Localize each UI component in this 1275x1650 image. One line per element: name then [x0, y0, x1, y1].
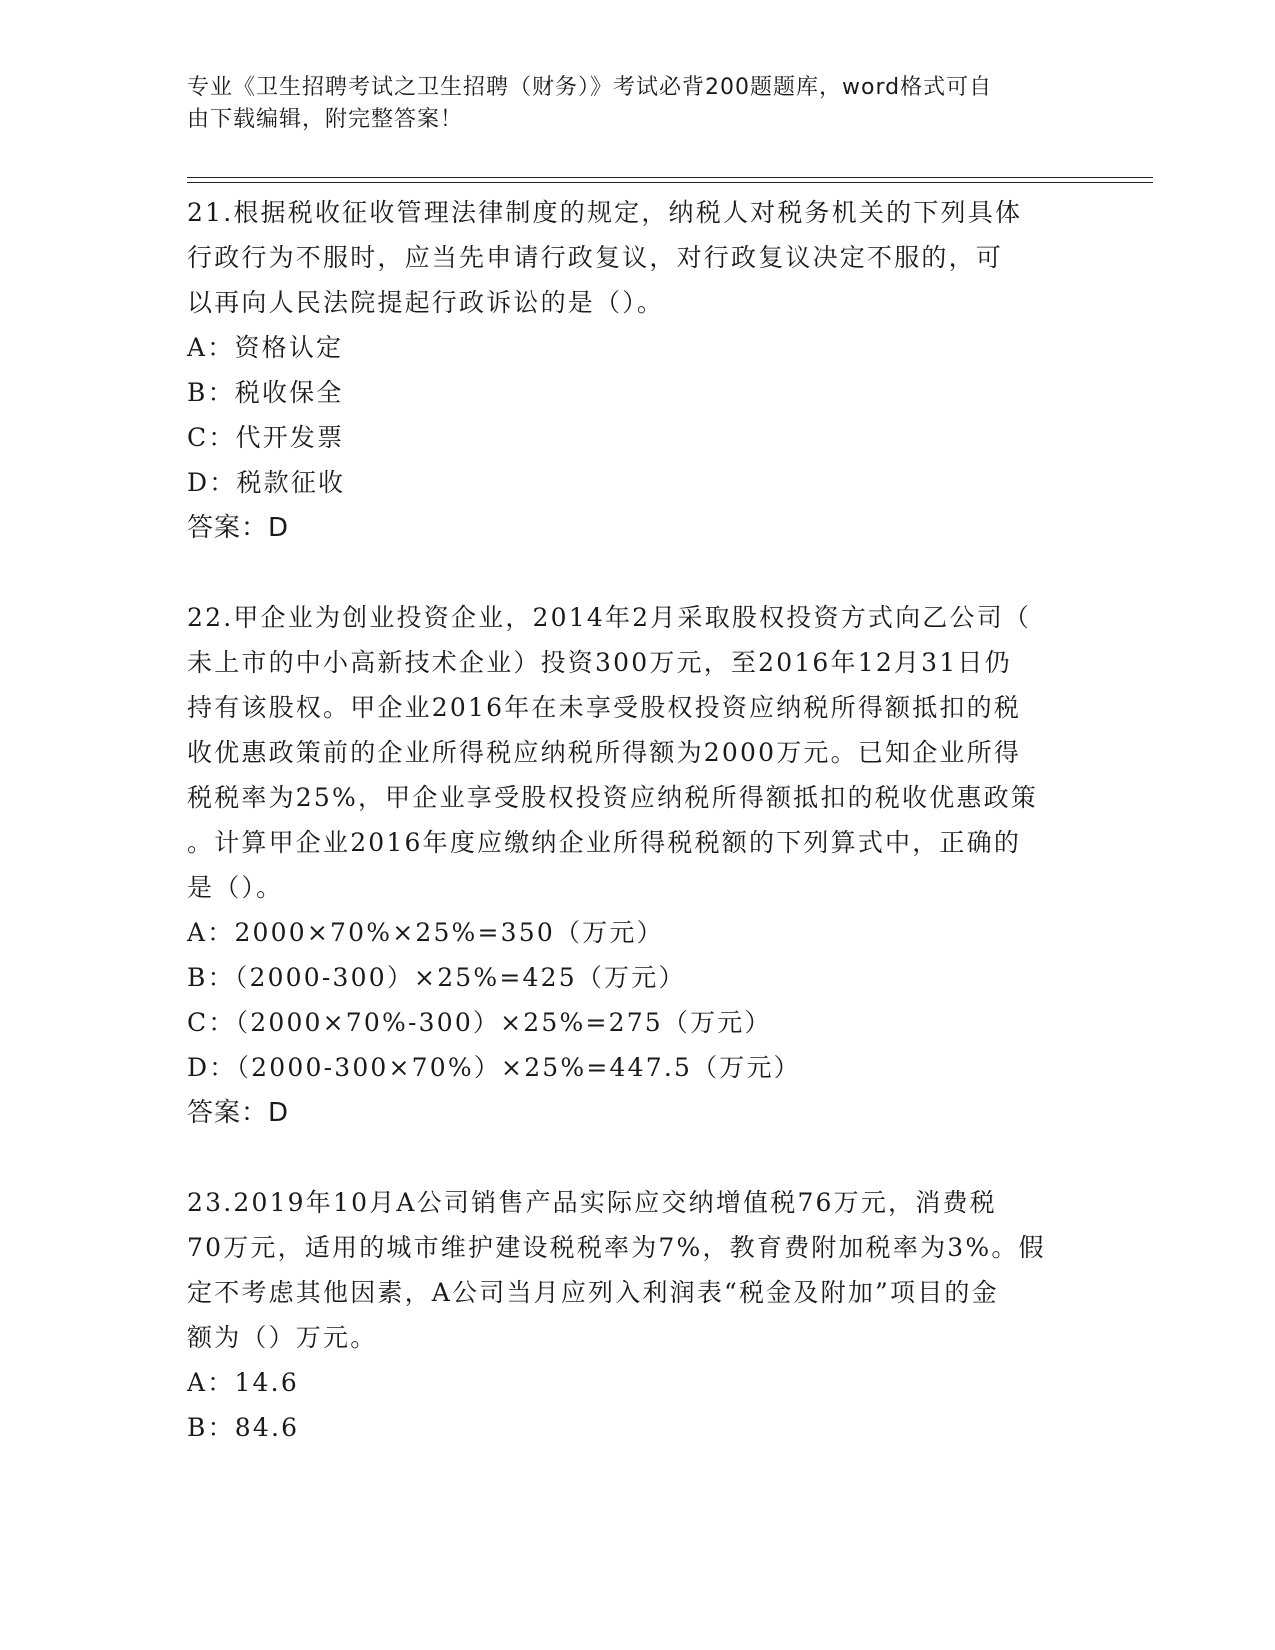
- question-spacer: [187, 551, 1077, 595]
- option-b: B：税收保全: [187, 378, 344, 407]
- header-divider-bottom: [187, 182, 1153, 183]
- option-a: A：资格认定: [187, 333, 344, 362]
- question-spacer: [187, 1136, 1077, 1180]
- answer-line: 答案：D: [187, 513, 290, 543]
- question-stem-line: 未上市的中小高新技术企业）投资300万元，至2016年12月31日仍: [187, 648, 1012, 677]
- question-stem-line: 收优惠政策前的企业所得税应纳税所得额为2000万元。已知企业所得: [187, 738, 1022, 767]
- question-stem-line: 是（）。: [187, 873, 284, 902]
- question-21: [187, 190, 1077, 551]
- option-d: D：（2000-300×70%）×25%=447.5（万元）: [187, 1053, 801, 1082]
- question-stem-line: 。计算甲企业2016年度应缴纳企业所得税税额的下列算式中，正确的: [187, 828, 1022, 857]
- question-stem-line: 21.根据税收征收管理法律制度的规定，纳税人对税务机关的下列具体: [187, 198, 1023, 227]
- question-stem-line: 定不考虑其他因素，A公司当月应列入利润表“税金及附加”项目的金: [187, 1278, 999, 1307]
- document-header: [187, 72, 1067, 136]
- option-c: C：代开发票: [187, 423, 345, 452]
- question-stem-line: 以再向人民法院提起行政诉讼的是（）。: [187, 288, 665, 317]
- question-list: [187, 190, 1077, 1450]
- question-22: [187, 595, 1077, 1136]
- option-d: D：税款征收: [187, 468, 346, 497]
- option-b: B：84.6: [187, 1413, 300, 1442]
- header-line-2: 由下载编辑，附完整答案！: [187, 107, 464, 132]
- question-stem-line: 税税率为25%，甲企业享受股权投资应纳税所得额抵扣的税收优惠政策: [187, 783, 1038, 812]
- question-stem-line: 22.甲企业为创业投资企业，2014年2月采取股权投资方式向乙公司（: [187, 603, 1032, 632]
- option-c: C：（2000×70%-300）×25%=275（万元）: [187, 1008, 772, 1037]
- option-a: A：14.6: [187, 1368, 299, 1397]
- option-b: B：（2000-300）×25%=425（万元）: [187, 963, 686, 992]
- question-stem-line: 额为（）万元。: [187, 1323, 378, 1352]
- question-stem-line: 23.2019年10月A公司销售产品实际应交纳增值税76万元，消费税: [187, 1188, 997, 1217]
- question-stem-line: 70万元，适用的城市维护建设税税率为7%，教育费附加税率为3%。假: [187, 1233, 1046, 1262]
- option-a: A：2000×70%×25%=350（万元）: [187, 918, 664, 947]
- header-divider-top: [187, 177, 1153, 178]
- question-stem-line: 行政行为不服时，应当先申请行政复议，对行政复议决定不服的，可: [187, 243, 1004, 272]
- header-line-1: 专业《卫生招聘考试之卫生招聘（财务）》考试必背200题题库，word格式可自: [187, 75, 993, 100]
- question-23: [187, 1180, 1077, 1450]
- answer-line: 答案：D: [187, 1098, 290, 1128]
- question-stem-line: 持有该股权。甲企业2016年在未享受股权投资应纳税所得额抵扣的税: [187, 693, 1022, 722]
